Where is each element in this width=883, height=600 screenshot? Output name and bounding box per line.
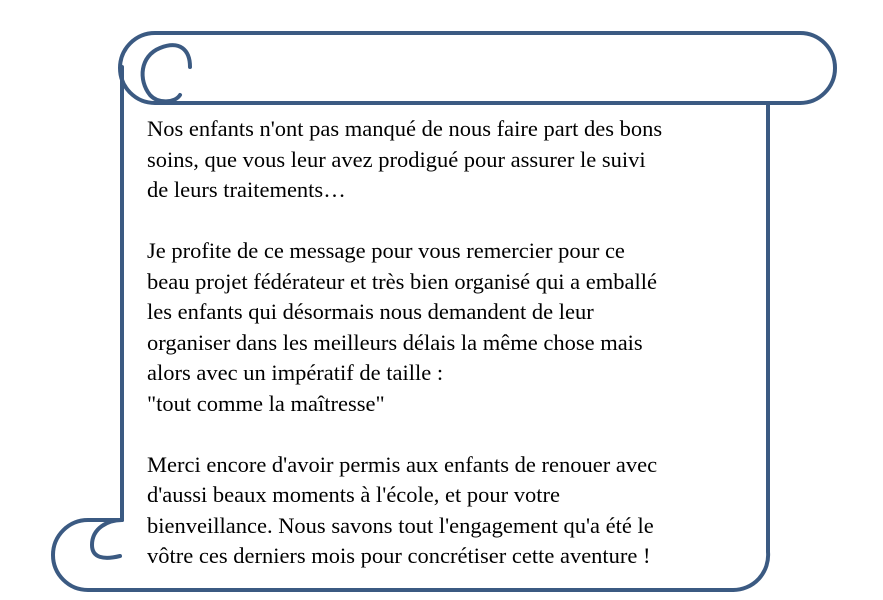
message-paragraph-3: Merci encore d'avoir permis aux enfants de renouer avec d'aussi beaux moments à l'école, et pour votre bienveillance. Nous savons tout l'engagement qu'a été le vôtre ces derniers mois pour concrétiser cette aventure !: [147, 451, 658, 568]
bottom-scroll-curl: [92, 520, 122, 558]
message-paragraph-2: Je profite de ce message pour vous remercier pour ce beau projet fédérateur et très bien organisé qui a emballé les enfants qui désormais nous demandent de leur organiser dans les meilleurs délais la même chose mais alors avec un impératif de taille : "tout comme la maîtresse": [147, 238, 657, 416]
top-scroll-roll: [120, 33, 835, 103]
message-paragraph-1: Nos enfants n'ont pas manqué de nous faire part des bons soins, que vous leur avez prodigué pour assurer le suivi de leurs traitements…: [147, 116, 663, 202]
top-scroll-curl: [143, 45, 190, 101]
scroll-message: [147, 114, 767, 572]
